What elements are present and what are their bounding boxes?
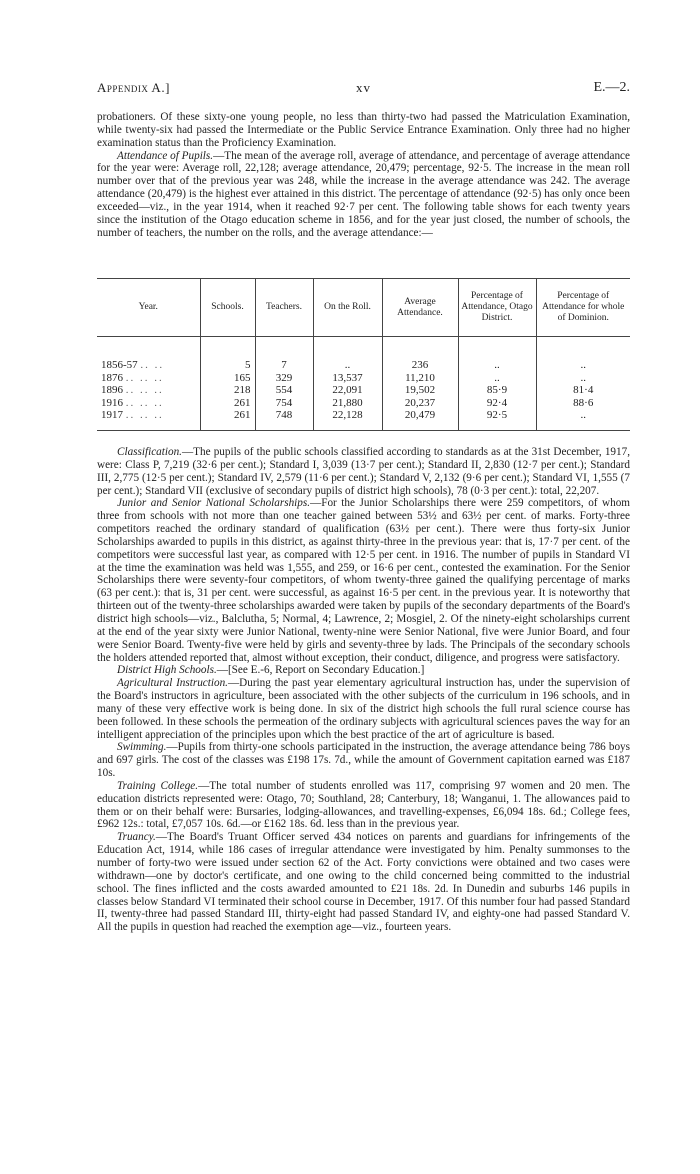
paragraph-text: —[See E.-6, Report on Secondary Education.] <box>216 664 425 677</box>
section-heading: Attendance of Pupils. <box>117 149 214 162</box>
paragraph-text: —The total number of students enrolled was 117, comprising 97 women and 20 men. The education districts represented were: Otago, 70; Southland, 28; Canterbury, 18; Wanganui, 1. The allowances paid to them or on their behalf were: Bursaries, lodging-allowances, and travelling-expenses, £6,094 18s. 6d.; College fees, £962 12s.: total, £7,057 10s. 6d.—or £162 18s. 6d. less than in the previous year. <box>97 779 630 831</box>
table-cell: 19,502 <box>382 384 458 397</box>
table-cell: 88·6 <box>536 397 630 410</box>
table-cell: .. <box>458 359 536 372</box>
table-row <box>97 372 630 385</box>
table-cell: 236 <box>382 359 458 372</box>
paragraph-training-college <box>97 780 630 831</box>
paragraph-text: —For the Junior Scholarships there were 259 competitors, of whom three from schools with not more than one teacher gained between 53½ and 63½ per cent. of marks. Forty-three competitors reached the ordinary standard of qualification (63½ per cent.). There were thus forty-six Junior Scholarships awarded to pupils in this district, as against thirty-three in the previous year: that is, 17·7 per cent. of the competitors were successful last year, as compared with 12·5 per cent. in 1916. The number of pupils in Standard VI at the time the examination was held was 1,555, and 259, or 16·6 per cent., contested the examination. For the Senior Scholarships there were seventy-four competitors, of whom twenty-three gained the qualifying percentage of marks (63 per cent.): that is, 31 per cent. were successful, as against 16·5 per cent. in the previous year. It is noteworthy that thirteen out of the twenty-three scholarships awarded were taken by pupils of the secondary departments of the Board's district high schools—viz., Balclutha, 5; Normal, 4; Lawrence, 2; Mosgiel, 2. Of the ninety-eight scholarships current at the end of the year sixty were Junior National, twenty-nine were Senior National, five were Junior Board, and four were Senior Board. Twenty-five were held by girls and seventy-three by lads. The Principals of the secondary schools the holders attended reported that, almost without exception, their conduct, diligence, and progress were satisfactory. <box>97 497 630 664</box>
section-heading: Junior and Senior National Scholarships. <box>117 497 311 510</box>
page-number: xv <box>356 80 371 95</box>
appendix-label: Appendix A.] <box>97 80 170 95</box>
document-code: E.—2. <box>593 80 630 95</box>
section-heading: District High Schools. <box>117 664 217 677</box>
paragraph-text: —Pupils from thirty-one schools participated in the instruction, the average attendance being 786 boys and 697 girls. The cost of the classes was £198 17s. 7d., while the amount of Government capitation earned was £187 10s. <box>97 741 630 780</box>
paragraph-truancy <box>97 831 630 934</box>
table-cell: 92·4 <box>458 397 536 410</box>
column-header: Percentage of Attendance, Otago District. <box>458 279 536 337</box>
table-cell: 329 <box>255 372 313 385</box>
paragraph-classification <box>97 446 630 497</box>
paragraph-text: —The mean of the average roll, average of attendance, and percentage of average attendance for the year were: Average roll, 22,128; average attendance, 20,479; percentage, 92·5. The increase in the mean roll number over that of the previous year was 248, while the increase in the average attendance was 242. The average attendance (20,479) is the highest ever attained in this district. The percentage of attendance (92·5) has only once been exceeded—viz., in the year 1914, when it reached 92·7 per cent. The following table shows for each twenty years since the institution of the Otago education scheme in 1856, and for the year just closed, the number of schools, the number of teachers, the number on the rolls, and the average attendance:— <box>97 149 630 239</box>
text-block-bottom <box>97 446 630 934</box>
table-cell-year: 1856-57 .. .. <box>101 359 165 371</box>
table-cell: 218 <box>200 384 255 397</box>
table-row <box>97 409 630 430</box>
table-cell: 754 <box>255 397 313 410</box>
section-heading: Swimming. <box>117 741 167 754</box>
table-cell: 5 <box>200 359 255 372</box>
table-cell: 165 <box>200 372 255 385</box>
section-heading: Truancy. <box>117 831 156 844</box>
paragraph-probationers: probationers. Of these sixty-one young people, no less than thirty-two had passed the Matriculation Examination, while twenty-six had passed the Intermediate or the Public Service Entrance Examination. Only three had no higher examination status than the Proficiency Examination. <box>97 111 630 149</box>
column-header: Year. <box>97 279 200 337</box>
paragraph-attendance <box>97 150 630 240</box>
table-row <box>97 397 630 410</box>
table-cell: 81·4 <box>536 384 630 397</box>
table-cell: 554 <box>255 384 313 397</box>
section-heading: Classification. <box>117 446 182 458</box>
table-cell: 85·9 <box>458 384 536 397</box>
table-cell: .. <box>313 359 382 372</box>
paragraph-text: —During the past year elementary agricultural instruction has, under the supervision of the Board's instructors in agriculture, been associated with the other subjects of the curriculum in 196 schools, and in many of these very effective work is being done. In six of the district high schools the full rural science course has been followed. In these schools the permeation of the ordinary subjects with agricultural sciences paves the way for an intelligent appreciation of the principles upon which the best practice of the art of agriculture is based. <box>97 677 630 741</box>
table-cell: 13,537 <box>313 372 382 385</box>
section-heading: Agricultural Instruction. <box>117 677 228 690</box>
text-block-top <box>97 111 630 239</box>
column-header: Percentage of Attendance for whole of Dominion. <box>536 279 630 337</box>
paragraph-text: —The pupils of the public schools classified according to standards as at the 31st December, 1917, were: Class P, 7,219 (32·6 per cent.); Standard I, 3,039 (13·7 per cent.); Standard II, 2,830 (12·7 per cent.); Standard III, 2,775 (12·5 per cent.); Standard IV, 2,579 (11·6 per cent.); Standard V, 2,132 (9·6 per cent.); Standard VI, 1,555 (7 per cent.); Standard VII (exclusive of secondary pupils of district high schools), 78 (0·3 per cent.): total, 22,207. <box>97 446 630 497</box>
table-cell: 261 <box>200 397 255 410</box>
column-header: Teachers. <box>255 279 313 337</box>
table-cell: .. <box>536 409 630 430</box>
table-cell: .. <box>536 359 630 372</box>
table-cell: 7 <box>255 359 313 372</box>
table-cell: 22,128 <box>313 409 382 430</box>
paragraph-text: —The Board's Truant Officer served 434 notices on parents and guardians for infringements of the Education Act, 1914, while 186 cases of irregular attendance were investigated by him. Penalty summonses to the number of forty-two were issued under section 62 of the Act. Forty convictions were obtained and two cases were withdrawn—one by doctor's certificate, and one owing to the child concerned being committed to the industrial school. The fines inflicted and the costs awarded amounted to £21 18s. 2d. In Dunedin and suburbs 146 pupils in classes below Standard VI terminated their school course in December, 1917. Of this number four had passed Standard II, twenty-three had passed Standard III, thirty-eight had passed Standard IV, and eighty-one had passed Standard V. All the pupils in question had reached the exemption age—viz., fourteen years. <box>97 831 630 934</box>
paragraph-agricultural <box>97 677 630 741</box>
page-header <box>97 82 630 98</box>
table-cell-year: 1916 .. .. .. <box>101 396 164 409</box>
table-cell-year: 1917 .. .. .. <box>97 409 200 430</box>
table-cell: 22,091 <box>313 384 382 397</box>
paragraph-scholarships <box>97 497 630 664</box>
column-header: Average Attendance. <box>382 279 458 337</box>
table-cell: 20,479 <box>382 409 458 430</box>
attendance-table <box>97 278 630 431</box>
table-cell-year: 1896 .. .. .. <box>101 384 164 396</box>
table-cell: 11,210 <box>382 372 458 385</box>
paragraph-swimming <box>97 741 630 780</box>
table-cell: .. <box>458 372 536 385</box>
table-row <box>97 359 630 372</box>
table-cell: 21,880 <box>313 397 382 410</box>
paragraph-district-high-schools <box>97 664 630 677</box>
table-cell: 20,237 <box>382 397 458 410</box>
section-heading: Training College. <box>117 779 199 792</box>
table-row <box>97 384 630 397</box>
column-header: Schools. <box>200 279 255 337</box>
table-cell: 748 <box>255 409 313 430</box>
table-cell: 261 <box>200 409 255 430</box>
column-header: On the Roll. <box>313 279 382 337</box>
table-cell: .. <box>536 372 630 385</box>
table-cell: 92·5 <box>458 409 536 430</box>
table-cell-year: 1876 .. .. .. <box>101 371 164 384</box>
